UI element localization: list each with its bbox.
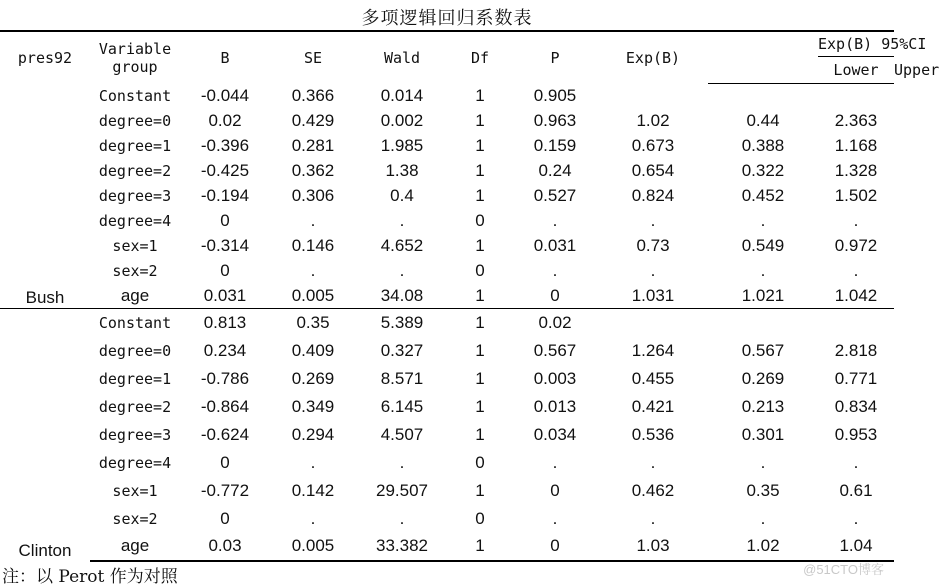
cell-df: 1 [475, 285, 485, 305]
cell-df: 0 [475, 261, 485, 280]
header-expb: Exp(B) [598, 31, 708, 84]
cell-lower [708, 309, 818, 337]
cell-var: sex=1 [112, 237, 158, 255]
cell-expb: 0.673 [631, 136, 675, 155]
cell-expb: . [650, 452, 656, 472]
cell-wald: 6.145 [380, 396, 424, 416]
cell-upper: 0.771 [834, 368, 878, 388]
cell-df: 0 [475, 211, 485, 230]
cell-p: 0.527 [533, 186, 577, 205]
cell-upper: 0.953 [834, 424, 878, 444]
table-row [0, 159, 894, 184]
cell-se: 0.429 [291, 111, 335, 130]
cell-upper: 0.834 [834, 396, 878, 416]
table-title: 多项逻辑回归系数表 [361, 8, 533, 29]
header-pres92: pres92 [0, 31, 90, 84]
cell-upper: 1.04 [818, 533, 894, 561]
cell-expb: . [650, 508, 656, 528]
table-row [0, 259, 894, 284]
cell-var: sex=1 [112, 481, 158, 500]
cell-b: -0.786 [200, 368, 250, 388]
cell-expb: . [650, 211, 656, 230]
header-b: B [180, 31, 270, 84]
cell-var: degree=3 [98, 425, 172, 444]
cell-se: 0.366 [291, 86, 335, 105]
cell-df: 1 [475, 236, 485, 255]
cell-var: degree=1 [98, 137, 172, 155]
cell-expb [598, 309, 708, 337]
cell-p: 0.567 [533, 340, 577, 360]
cell-expb: 1.02 [636, 111, 670, 130]
table-row [0, 449, 894, 477]
cell-se: 0.005 [291, 285, 335, 305]
table-row [0, 365, 894, 393]
cell-var: degree=2 [98, 162, 172, 180]
cell-wald: 33.382 [356, 533, 448, 561]
cell-b: -0.044 [200, 86, 250, 105]
cell-se: 0.005 [270, 533, 356, 561]
cell-lower: 1.02 [708, 533, 818, 561]
cell-upper: 0.972 [834, 236, 878, 255]
cell-upper: . [853, 452, 859, 472]
cell-b: 0 [220, 508, 230, 528]
cell-lower: 0.452 [741, 186, 785, 205]
cell-lower: 0.269 [741, 368, 785, 388]
cell-expb: . [650, 261, 656, 280]
cell-se: . [310, 211, 316, 230]
cell-var: sex=2 [112, 509, 158, 528]
cell-wald: . [399, 508, 405, 528]
table-row [0, 505, 894, 533]
cell-var: degree=0 [98, 112, 172, 130]
cell-upper [818, 84, 894, 109]
cell-se: 0.306 [291, 186, 335, 205]
cell-expb: 0.462 [631, 480, 675, 500]
cell-b: 0.031 [203, 285, 247, 305]
cell-df: 1 [475, 86, 485, 105]
group-bush [0, 84, 894, 309]
cell-upper: 0.61 [839, 480, 873, 500]
cell-var: sex=2 [112, 262, 158, 280]
cell-se: 0.294 [291, 424, 335, 444]
cell-b: -0.194 [200, 186, 250, 205]
cell-wald: 1.985 [380, 136, 424, 155]
cell-lower: . [760, 211, 766, 230]
cell-wald: 0.014 [380, 86, 424, 105]
group-label: Bush [25, 288, 65, 307]
cell-upper: . [853, 508, 859, 528]
cell-df: 1 [475, 161, 485, 180]
table-row [0, 84, 894, 109]
cell-wald: 1.38 [385, 161, 419, 180]
cell-se: 0.142 [291, 480, 335, 500]
cell-expb: 1.031 [631, 285, 675, 305]
cell-var: degree=4 [98, 453, 172, 472]
cell-var: age [90, 533, 180, 561]
cell-upper: . [853, 211, 859, 230]
table-row [0, 477, 894, 505]
cell-se: 0.362 [291, 161, 335, 180]
cell-wald: 29.507 [376, 480, 428, 500]
cell-var: degree=3 [98, 187, 172, 205]
table-row [0, 134, 894, 159]
cell-var: degree=2 [98, 397, 172, 416]
cell-p: 0.159 [533, 136, 577, 155]
cell-wald: 0.327 [380, 340, 424, 360]
cell-upper: 2.818 [834, 340, 878, 360]
cell-wald: 4.507 [380, 424, 424, 444]
cell-expb: 0.536 [631, 424, 675, 444]
cell-b: -0.425 [200, 161, 250, 180]
cell-se: 0.146 [291, 236, 335, 255]
cell-lower: 0.549 [741, 236, 785, 255]
cell-upper: . [853, 261, 859, 280]
cell-lower: 0.35 [746, 480, 780, 500]
cell-p: . [552, 452, 558, 472]
table-row [0, 533, 894, 561]
cell-df: 1 [475, 111, 485, 130]
cell-var: degree=1 [98, 369, 172, 388]
header-variable-line1: Variable [98, 39, 172, 58]
cell-b: 0 [220, 211, 230, 230]
header-variable-line2: group [112, 57, 158, 76]
cell-wald: 0.4 [390, 186, 414, 205]
cell-p: 0.034 [533, 424, 577, 444]
header-ci: Exp(B) 95%CI [818, 31, 894, 57]
table-row [0, 184, 894, 209]
cell-lower: . [760, 508, 766, 528]
cell-lower: . [760, 261, 766, 280]
cell-lower: 1.021 [741, 285, 785, 305]
cell-b: -0.314 [200, 236, 250, 255]
cell-b: 0.02 [208, 111, 242, 130]
cell-df: 1 [448, 533, 512, 561]
header-lower: Lower [818, 57, 894, 84]
cell-p: 0.013 [533, 396, 577, 416]
cell-p: 0 [550, 285, 560, 305]
cell-b: -0.772 [200, 480, 250, 500]
cell-var: Constant [98, 87, 172, 105]
cell-b: -0.624 [200, 424, 250, 444]
cell-lower: 0.213 [741, 396, 785, 416]
cell-b: 0 [220, 261, 230, 280]
cell-df: 0 [475, 508, 485, 528]
cell-var: Constant [90, 309, 180, 337]
cell-upper: 1.168 [834, 136, 878, 155]
group-clinton [0, 309, 894, 561]
cell-df: 1 [475, 136, 485, 155]
cell-p: 0.031 [533, 236, 577, 255]
coefficient-table: pres92 Variable group B SE Wald Df P Exp(B) Exp(B) 95%CI Lower Upper Bush Constant -0.044 0.366 0.014 1 0.905 degree=0 0.02 0.429 0.002 1 0.963 1.02 0.44 2.363 degree=1 -0.396 0.281 1.985 1 0.159 0.673 0.388 1.168 degree=2 -0.425 0.362 1.38 1 0.24 0.654 0.322 1.328 degree=3 -0.194 0.306 0.4 1 0.527 0.824 0.452 1.502 degree=4 0 . . 0 . . . . sex=1 -0.314 0.146 4.652 1 0.031 0.73 0.549 0.972 sex=2 0 . . 0 . . . . age 0.031 0.005 34.08 1 0 1.031 1.021 1.042 Clinton Constant 0.813 0.35 5.389 1 0.02 degree=0 0.234 0.409 0.327 1 0.567 1.264 0.567 2.818 degree=1 -0.786 0.269 8.571 1 0.003 0.455 0.269 0.771 degree=2 -0.864 0.349 6.145 1 0.013 0.421 0.213 0.834 degree=3 -0.624 0.294 4.507 1 0.034 0.536 0.301 0.953 degree=4 0 . . 0 . . . . sex=1 -0.772 0.142 29.507 1 0 0.462 0.35 0.61 sex=2 0 . . 0 . . . . age 0.03 0.005 33.382 1 0 1.03 1.02 1.04 [0, 30, 894, 562]
table-row [0, 234, 894, 259]
cell-wald: 8.571 [380, 368, 424, 388]
table-row [0, 284, 894, 309]
cell-se: 0.349 [291, 396, 335, 416]
cell-lower [708, 84, 818, 109]
cell-lower: 0.322 [741, 161, 785, 180]
cell-wald: 5.389 [356, 309, 448, 337]
cell-p: 0.02 [512, 309, 598, 337]
cell-wald: . [399, 211, 405, 230]
cell-wald: . [399, 452, 405, 472]
cell-b: -0.864 [200, 396, 250, 416]
cell-se: . [310, 261, 316, 280]
cell-p: . [552, 211, 558, 230]
cell-expb: 0.455 [631, 368, 675, 388]
cell-df: 1 [475, 186, 485, 205]
cell-expb: 1.264 [631, 340, 675, 360]
cell-lower: 0.44 [746, 111, 780, 130]
table-row [0, 109, 894, 134]
cell-upper: 1.502 [834, 186, 878, 205]
cell-wald: 4.652 [380, 236, 424, 255]
cell-p: . [552, 508, 558, 528]
table-note: 注：以 Perot 作为对照 [2, 567, 178, 587]
cell-wald: . [399, 261, 405, 280]
cell-se: 0.35 [270, 309, 356, 337]
cell-p: 0.963 [533, 111, 577, 130]
cell-expb: 0.654 [631, 161, 675, 180]
cell-upper [818, 309, 894, 337]
table-row [0, 393, 894, 421]
cell-lower: 0.301 [741, 424, 785, 444]
cell-df: 0 [475, 452, 485, 472]
cell-df: 1 [475, 368, 485, 388]
cell-expb: 0.421 [631, 396, 675, 416]
cell-b: 0.813 [180, 309, 270, 337]
cell-var: degree=4 [98, 212, 172, 230]
cell-se: 0.269 [291, 368, 335, 388]
cell-upper: 1.328 [834, 161, 878, 180]
cell-expb: 1.03 [598, 533, 708, 561]
header-se: SE [270, 31, 356, 84]
cell-upper: 1.042 [834, 285, 878, 305]
table-row [0, 337, 894, 365]
cell-p: 0.24 [538, 161, 572, 180]
cell-df: 1 [448, 309, 512, 337]
cell-b: 0.03 [180, 533, 270, 561]
cell-se: 0.409 [291, 340, 335, 360]
cell-expb: 0.73 [636, 236, 670, 255]
cell-df: 1 [475, 424, 485, 444]
cell-se: . [310, 508, 316, 528]
cell-var: degree=0 [98, 341, 172, 360]
cell-se: . [310, 452, 316, 472]
cell-wald: 0.002 [380, 111, 424, 130]
cell-wald: 34.08 [380, 285, 424, 305]
cell-b: -0.396 [200, 136, 250, 155]
header-df: Df [448, 31, 512, 84]
table-row [0, 421, 894, 449]
cell-df: 1 [475, 340, 485, 360]
header-p: P [512, 31, 598, 84]
watermark: @51CTO博客 [803, 562, 884, 577]
header-wald: Wald [356, 31, 448, 84]
cell-p: 0 [512, 533, 598, 561]
cell-lower: 0.388 [741, 136, 785, 155]
group-label: Clinton [0, 309, 90, 561]
cell-expb: 0.824 [631, 186, 675, 205]
cell-se: 0.281 [291, 136, 335, 155]
cell-p: . [552, 261, 558, 280]
cell-b: 0.234 [203, 340, 247, 360]
cell-upper: 2.363 [834, 111, 878, 130]
cell-lower: . [760, 452, 766, 472]
cell-p: 0.905 [533, 86, 577, 105]
cell-lower: 0.567 [741, 340, 785, 360]
table-row [0, 209, 894, 234]
header-variable-group [90, 31, 180, 84]
cell-var: age [120, 285, 150, 305]
cell-b: 0 [220, 452, 230, 472]
cell-p: 0 [550, 480, 560, 500]
table-row [0, 309, 894, 337]
cell-df: 1 [475, 396, 485, 416]
cell-df: 1 [475, 480, 485, 500]
cell-expb [598, 84, 708, 109]
cell-p: 0.003 [533, 368, 577, 388]
